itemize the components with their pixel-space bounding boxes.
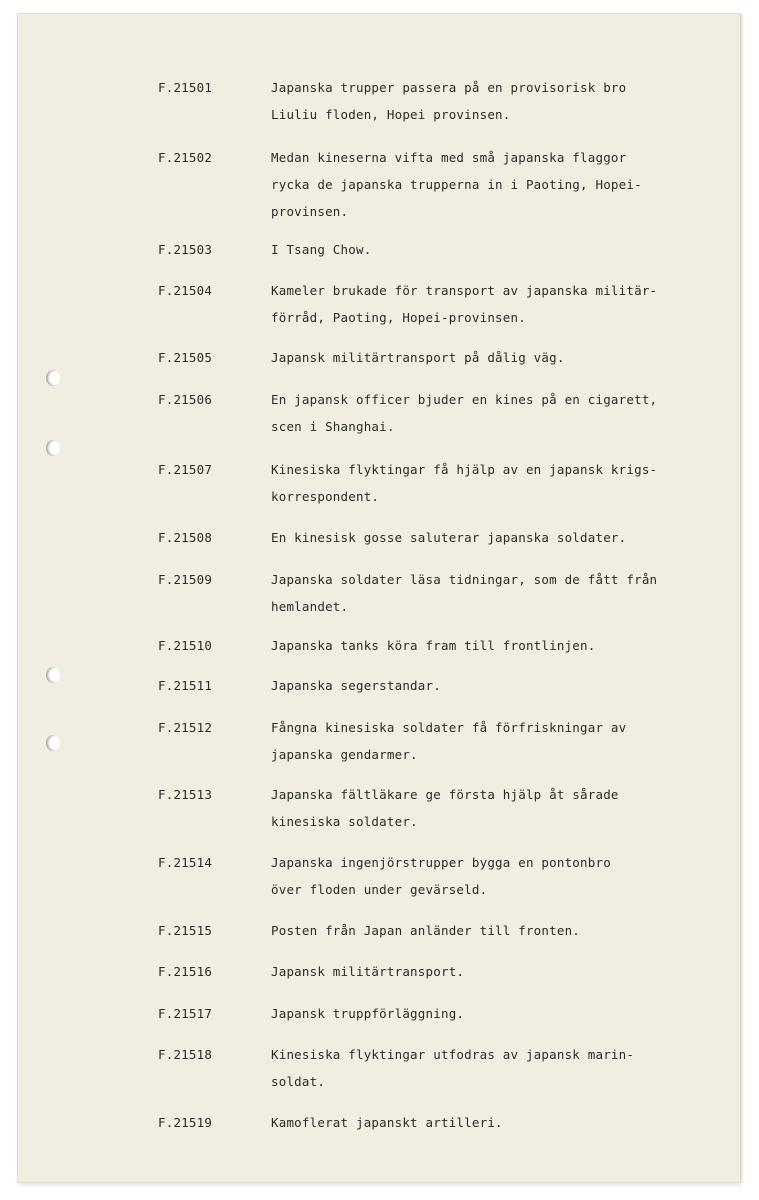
entry-description xyxy=(271,714,711,768)
description-line: Kameler brukade för transport av japanska militär- xyxy=(271,283,658,298)
description-line: soldat. xyxy=(271,1074,326,1089)
entry-code: F.21505 xyxy=(158,350,213,365)
entry-code: F.21519 xyxy=(158,1115,213,1130)
entry-description xyxy=(271,524,711,551)
description-line: Japanska segerstandar. xyxy=(271,678,441,693)
description-line: förråd, Paoting, Hopei-provinsen. xyxy=(271,310,526,325)
description-line: En kinesisk gosse saluterar japanska soldater. xyxy=(271,530,627,545)
description-line: Japanska trupper passera på en provisorisk bro xyxy=(271,80,627,95)
entry-code: F.21515 xyxy=(158,923,213,938)
entry-code: F.21513 xyxy=(158,787,213,802)
description-line: En japansk officer bjuder en kines på en cigarett, xyxy=(271,392,658,407)
entry-description xyxy=(271,781,711,835)
entry-code: F.21516 xyxy=(158,964,213,979)
entry-code: F.21517 xyxy=(158,1006,213,1021)
entry-description xyxy=(271,566,711,620)
description-line: Medan kineserna vifta med små japanska flaggor xyxy=(271,150,627,165)
entry-description xyxy=(271,849,711,903)
description-line: scen i Shanghai. xyxy=(271,419,395,434)
entry-description xyxy=(271,277,711,331)
description-line: Japansk militärtransport på dålig väg. xyxy=(271,350,565,365)
entry-description xyxy=(271,958,711,985)
entry-description xyxy=(271,632,711,659)
page-edge xyxy=(740,14,744,1182)
description-line: korrespondent. xyxy=(271,489,380,504)
punch-hole xyxy=(46,370,60,386)
entry-description xyxy=(271,456,711,510)
entry-code: F.21506 xyxy=(158,392,213,407)
entry-description xyxy=(271,144,711,225)
entry-description xyxy=(271,74,711,128)
entry-code: F.21510 xyxy=(158,638,213,653)
entry-description xyxy=(271,672,711,699)
entry-code: F.21504 xyxy=(158,283,213,298)
description-line: hemlandet. xyxy=(271,599,349,614)
description-line: Posten från Japan anländer till fronten. xyxy=(271,923,581,938)
entry-code: F.21503 xyxy=(158,242,213,257)
description-line: Japanska ingenjörstrupper bygga en pontonbro xyxy=(271,855,611,870)
entry-description xyxy=(271,917,711,944)
description-line: japanska gendarmer. xyxy=(271,747,418,762)
description-line: Kamoflerat japanskt artilleri. xyxy=(271,1115,503,1130)
entry-code: F.21507 xyxy=(158,462,213,477)
entry-description xyxy=(271,1041,711,1095)
description-line: Japanska fältläkare ge första hjälp åt sårade xyxy=(271,787,619,802)
entry-code: F.21518 xyxy=(158,1047,213,1062)
entry-code: F.21508 xyxy=(158,530,213,545)
punch-hole xyxy=(46,667,60,683)
entry-code: F.21509 xyxy=(158,572,213,587)
description-line: Japanska tanks köra fram till frontlinjen. xyxy=(271,638,596,653)
entry-code: F.21502 xyxy=(158,150,213,165)
entry-code: F.21512 xyxy=(158,720,213,735)
description-line: Japansk truppförläggning. xyxy=(271,1006,465,1021)
entry-description xyxy=(271,386,711,440)
entry-code: F.21511 xyxy=(158,678,213,693)
description-line: I Tsang Chow. xyxy=(271,242,372,257)
description-line: Japansk militärtransport. xyxy=(271,964,465,979)
document-page xyxy=(18,14,740,1182)
description-line: Kinesiska flyktingar få hjälp av en japansk krigs- xyxy=(271,462,658,477)
description-line: kinesiska soldater. xyxy=(271,814,418,829)
punch-hole xyxy=(46,735,60,751)
punch-hole xyxy=(46,440,60,456)
entry-code: F.21514 xyxy=(158,855,213,870)
description-line: Japanska soldater läsa tidningar, som de fått från xyxy=(271,572,658,587)
description-line: Liuliu floden, Hopei provinsen. xyxy=(271,107,511,122)
description-line: Fångna kinesiska soldater få förfriskningar av xyxy=(271,720,627,735)
description-line: över floden under gevärseld. xyxy=(271,882,488,897)
entry-description xyxy=(271,236,711,263)
entry-description xyxy=(271,1109,711,1136)
description-line: provinsen. xyxy=(271,204,349,219)
description-line: Kinesiska flyktingar utfodras av japansk marin- xyxy=(271,1047,635,1062)
entry-code: F.21501 xyxy=(158,80,213,95)
description-line: rycka de japanska trupperna in i Paoting, Hopei- xyxy=(271,177,642,192)
entry-description xyxy=(271,1000,711,1027)
entry-description xyxy=(271,344,711,371)
